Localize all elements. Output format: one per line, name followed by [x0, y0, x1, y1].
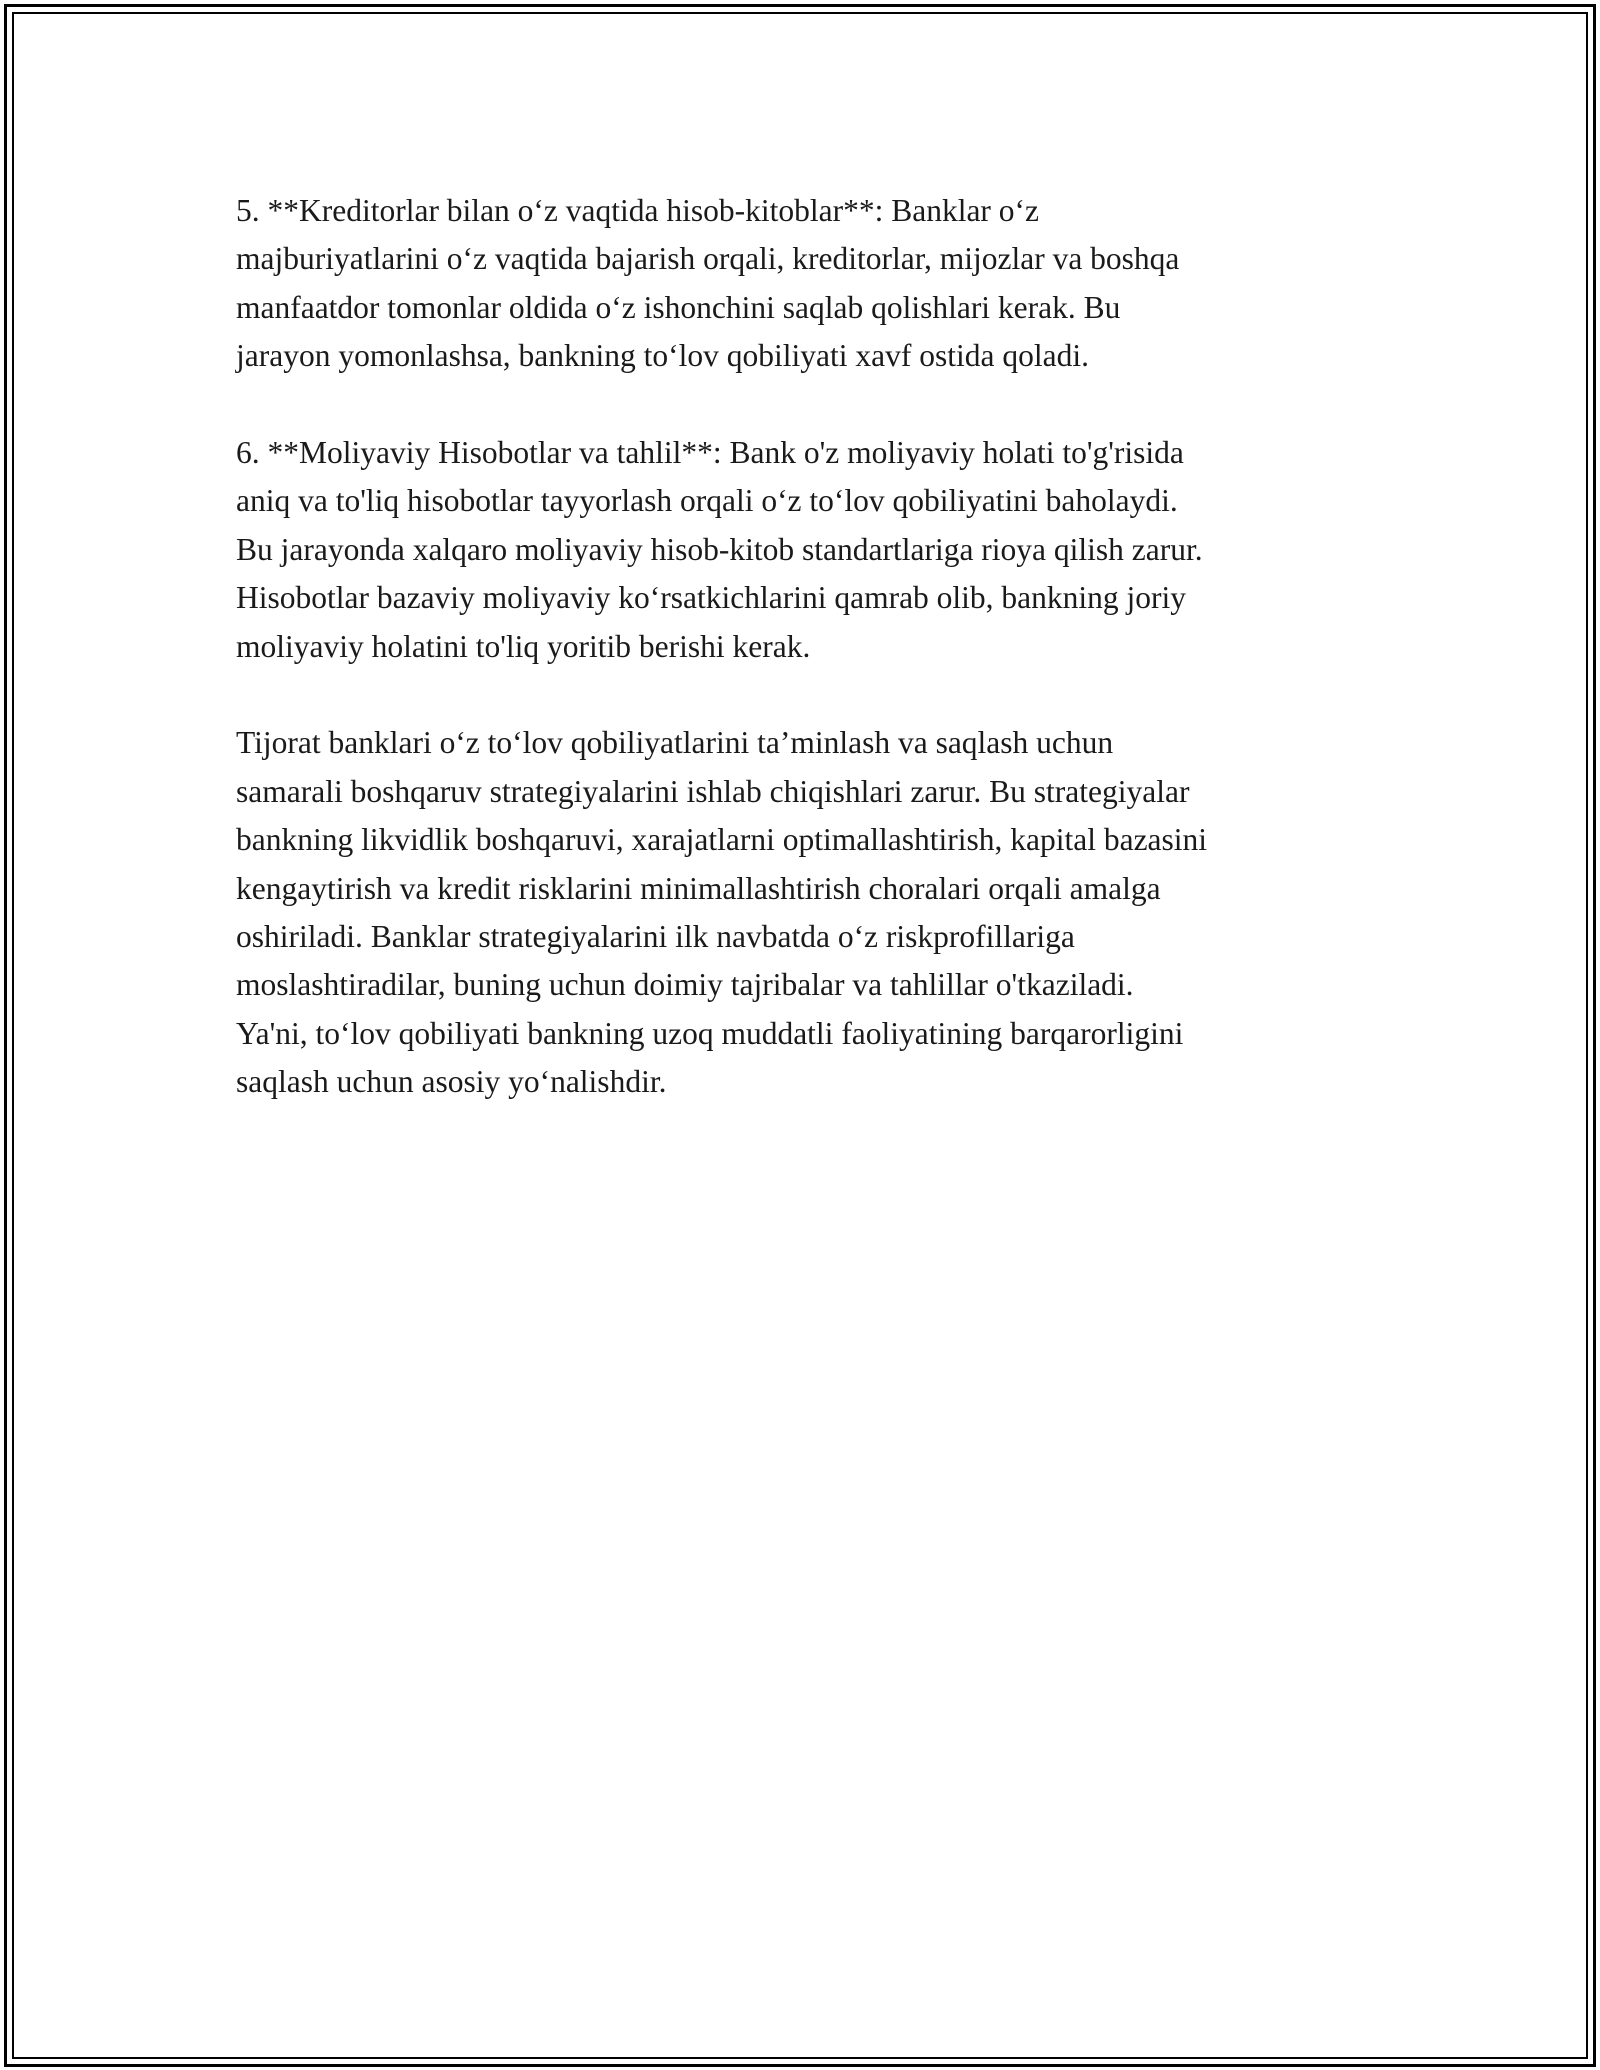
paragraph-management-strategies: Tijorat banklari o‘z to‘lov qobiliyatlarini ta’minlash va saqlash uchun samarali boshqaruv strategiyalarini ishlab chiqishlari zarur. Bu strategiyalar bankning likvidlik boshqaruvi, xarajatlarni optimallashtirish, kapital bazasini kengaytirish va kredit risklarini minimallashtirish choralari orqali amalga oshiriladi. Banklar strategiyalarini ilk navbatda o‘z riskprofillariga moslashtiradilar, buning uchun doimiy tajribalar va tahlillar o'tkaziladi. Ya'ni, to‘lov qobiliyati bankning uzoq muddatli faoliyatining barqarorligini saqlash uchun asosiy yo‘nalishdir. [236, 725, 1208, 1100]
document-body [236, 187, 1386, 1155]
paragraph-creditor-settlements: 5. **Kreditorlar bilan o‘z vaqtida hisob-kitoblar**: Banklar o‘z majburiyatlarini o‘z vaqtida bajarish orqali, kreditorlar, mijozlar va boshqa manfaatdor tomonlar oldida o‘z ishonchini saqlab qolishlari kerak. Bu jarayon yomonlashsa, bankning to‘lov qobiliyati xavf ostida qoladi. [236, 193, 1180, 374]
paragraph-financial-reports: 6. **Moliyaviy Hisobotlar va tahlil**: Bank o'z moliyaviy holati to'g'risida aniq va to'liq hisobotlar tayyorlash orqali o‘z to‘lov qobiliyatini baholaydi. Bu jarayonda xalqaro moliyaviy hisob-kitob standartlariga rioya qilish zarur. Hisobotlar bazaviy moliyaviy ko‘rsatkichlarini qamrab olib, bankning joriy moliyaviy holatini to'liq yoritib berishi kerak. [236, 435, 1203, 664]
